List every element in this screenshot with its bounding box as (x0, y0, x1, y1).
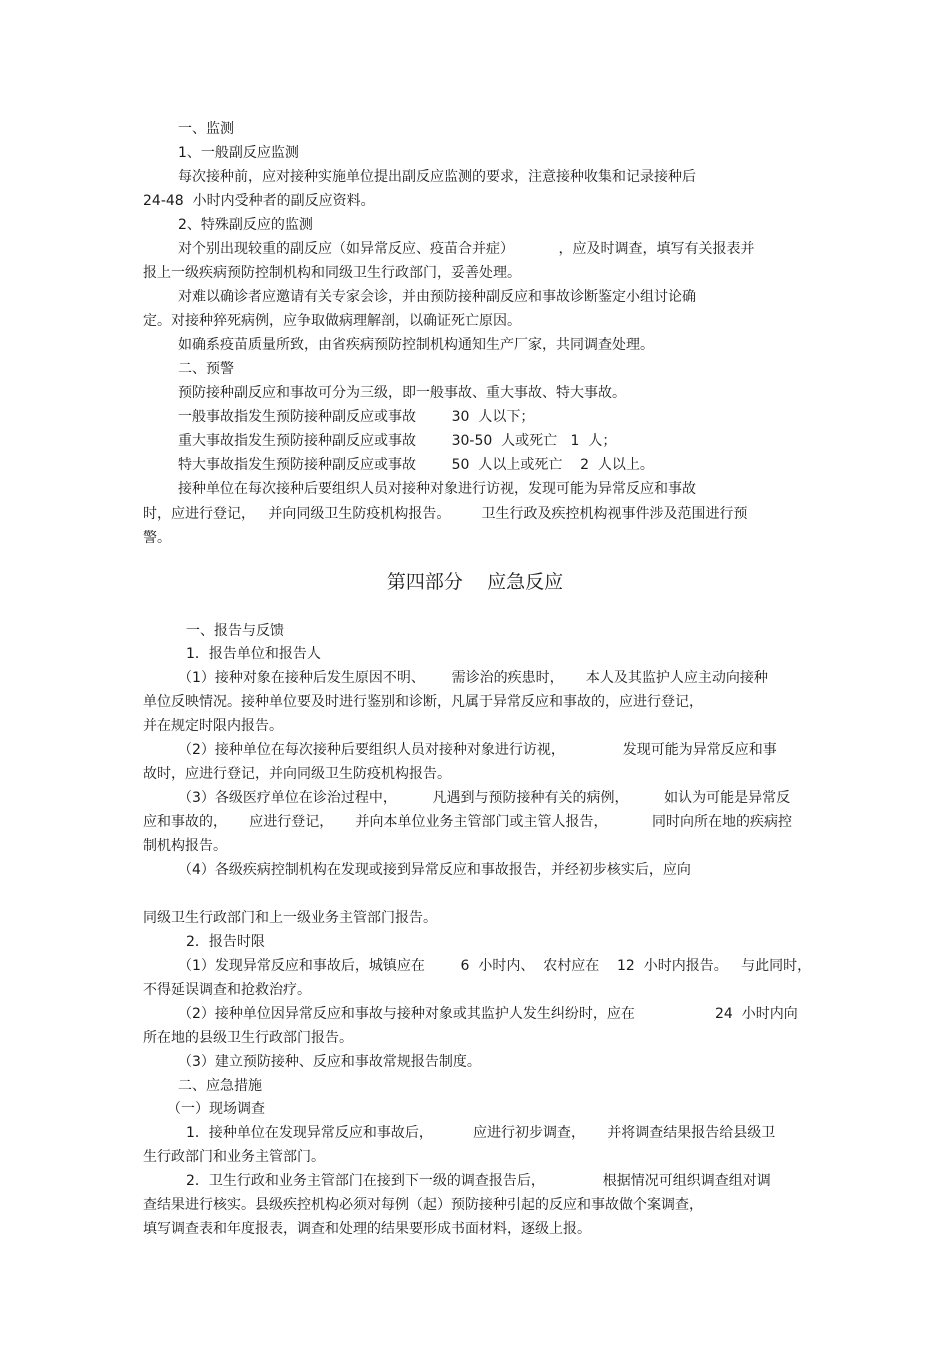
paragraph-line: 并在规定时限内报告。 (143, 718, 283, 734)
paragraph-line: 时，应进行登记， 并向同级卫生防疫机构报告。 卫生行政及疾控机构视事件涉及范围进行预 (143, 506, 748, 522)
paragraph-line: 每次接种前，应对接种实施单位提出副反应监测的要求，注意接种收集和记录接种后 (178, 169, 696, 185)
paragraph-line: 接种单位在每次接种后要组织人员对接种对象进行访视，发现可能为异常反应和事故 (178, 481, 696, 497)
paragraph-line: 警。 (143, 530, 171, 546)
section-title: 第四部分 应急反应 (386, 571, 564, 593)
paragraph-line: 1．接种单位在发现异常反应和事故后， 应进行初步调查， 并将调查结果报告给县级卫 (186, 1125, 776, 1141)
paragraph-line: 24-48 小时内受种者的副反应资料。 (143, 193, 375, 209)
subheading-site-investigation: （一）现场调查 (167, 1101, 265, 1117)
paragraph-line: 如确系疫苗质量所致，由省疾病预防控制机构通知生产厂家，共同调查处理。 (178, 337, 654, 353)
paragraph-line: 应和事故的， 应进行登记， 并向本单位业务主管部门或主管人报告， 同时向所在地的疾病控 (143, 814, 793, 830)
subheading-report-deadline: 2．报告时限 (186, 934, 265, 950)
paragraph-line: 同级卫生行政部门和上一级业务主管部门报告。 (143, 910, 437, 926)
paragraph-line: （1）发现异常反应和事故后，城镇应在 6 小时内、 农村应在 12 小时内报告。 与此同时， (178, 958, 812, 974)
paragraph-line: 不得延误调查和抢救治疗。 (143, 982, 311, 998)
paragraph-line: 定。对接种猝死病例，应争取做病理解剖，以确证死亡原因。 (143, 313, 521, 329)
paragraph-line: 对个别出现较重的副反应（如异常反应、疫苗合并症） ，应及时调查，填写有关报表并 (178, 241, 755, 257)
paragraph-line: 预防接种副反应和事故可分为三级，即一般事故、重大事故、特大事故。 (178, 385, 626, 401)
paragraph-line: 对难以确诊者应邀请有关专家会诊，并由预防接种副反应和事故诊断鉴定小组讨论确 (178, 289, 696, 305)
subheading-special-reaction: 2、特殊副反应的监测 (178, 217, 313, 233)
paragraph-line: 2．卫生行政和业务主管部门在接到下一级的调查报告后， 根据情况可组织调查组对调 (186, 1173, 771, 1189)
paragraph-line: 制机构报告。 (143, 838, 227, 854)
paragraph-line: 查结果进行核实。县级疾控机构必须对每例（起）预防接种引起的反应和事故做个案调查， (143, 1197, 703, 1213)
paragraph-line: （1）接种对象在接种后发生原因不明、 需诊治的疾患时， 本人及其监护人应主动向接种 (178, 670, 768, 686)
paragraph-line: 重大事故指发生预防接种副反应或事故 30-50 人或死亡 1 人； (178, 433, 617, 449)
subheading-general-reaction: 1、一般副反应监测 (178, 145, 299, 161)
paragraph-line: （4）各级疾病控制机构在发现或接到异常反应和事故报告，并经初步核实后，应向 (178, 862, 691, 878)
paragraph-line: 一般事故指发生预防接种副反应或事故 30 人以下； (178, 409, 535, 425)
heading-report-feedback: 一、报告与反馈 (186, 623, 284, 639)
paragraph-line: 故时，应进行登记，并向同级卫生防疫机构报告。 (143, 766, 451, 782)
subheading-reporting-units: 1．报告单位和报告人 (186, 646, 321, 662)
heading-warning: 二、预警 (178, 361, 234, 377)
paragraph-line: 报上一级疾病预防控制机构和同级卫生行政部门，妥善处理。 (143, 265, 521, 281)
paragraph-line: 单位反映情况。接种单位要及时进行鉴别和诊断，凡属于异常反应和事故的，应进行登记， (143, 694, 703, 710)
paragraph-line: 生行政部门和业务主管部门。 (143, 1149, 325, 1165)
heading-monitoring: 一、监测 (178, 121, 234, 137)
paragraph-line: （2）接种单位在每次接种后要组织人员对接种对象进行访视， 发现可能为异常反应和事 (178, 742, 777, 758)
paragraph-line: 所在地的县级卫生行政部门报告。 (143, 1030, 353, 1046)
paragraph-line: 特大事故指发生预防接种副反应或事故 50 人以上或死亡 2 人以上。 (178, 457, 654, 473)
paragraph-line: （3）各级医疗单位在诊治过程中， 凡遇到与预防接种有关的病例， 如认为可能是异常反 (178, 790, 791, 806)
paragraph-line: （3）建立预防接种、反应和事故常规报告制度。 (178, 1054, 481, 1070)
paragraph-line: （2）接种单位因异常反应和事故与接种对象或其监护人发生纠纷时，应在 24 小时内向 (178, 1006, 798, 1022)
paragraph-line: 填写调查表和年度报表，调查和处理的结果要形成书面材料，逐级上报。 (143, 1221, 591, 1237)
heading-emergency-measures: 二、应急措施 (178, 1078, 262, 1094)
